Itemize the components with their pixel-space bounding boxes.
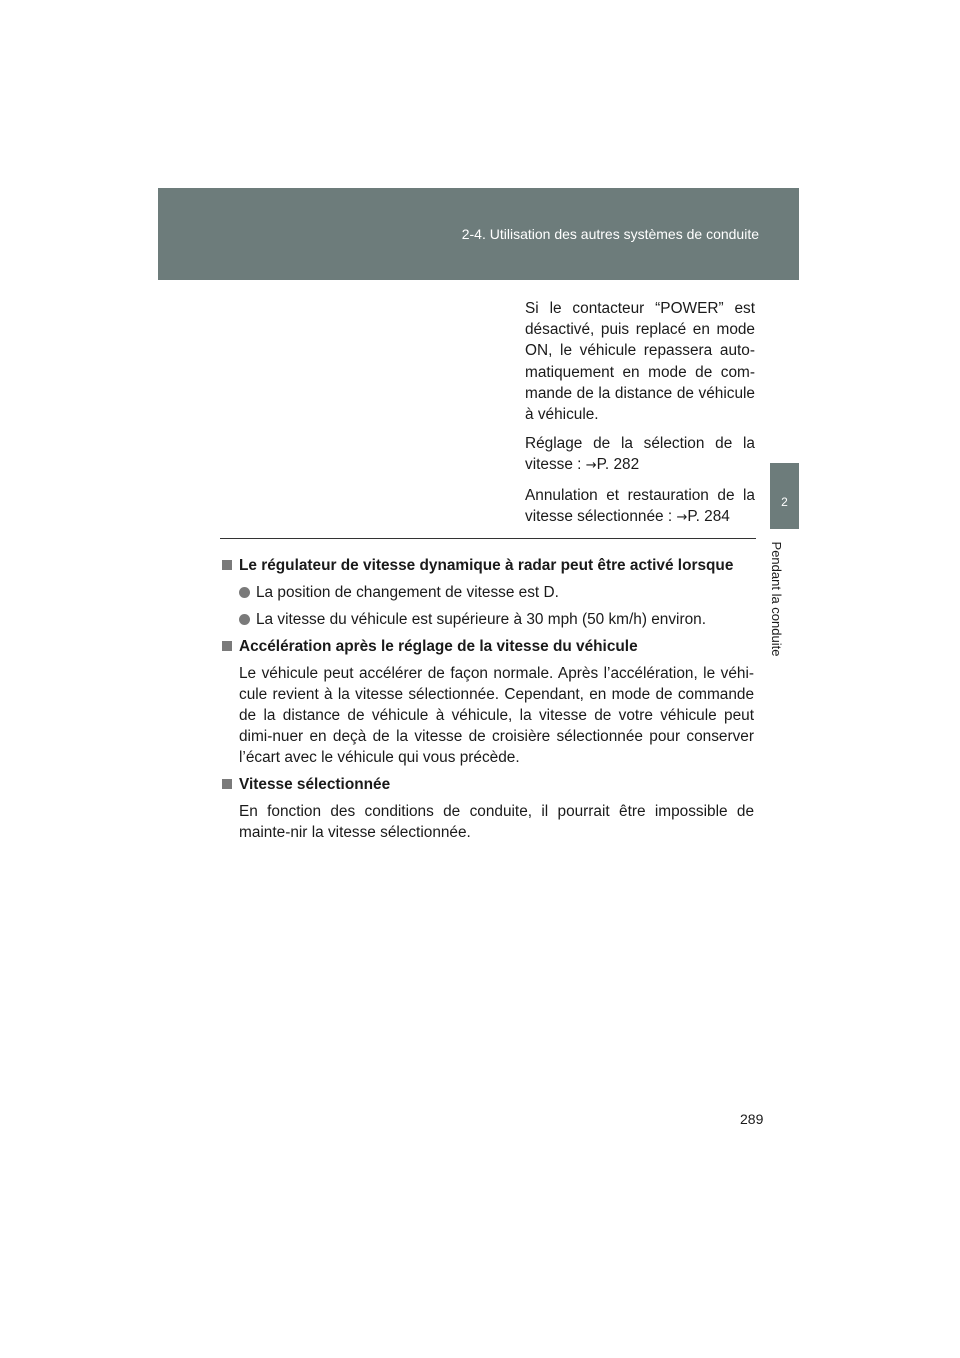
caption-reference-cancel-resume [525,485,755,528]
square-bullet-icon [222,641,232,651]
note-body: Le véhicule peut accélérer de façon normale. Après l’accélération, le véhi-cule revient à la vitesse sélectionnée. Cependant, en mode de commande de la distance de véhicule à véhicule, la vitesse de votre véhicule peut dimi-nuer en deçà de la vitesse de croisière sélectionnée pour conserver l’écart avec le véhicule qui vous précède. [239,665,754,766]
square-bullet-icon [222,779,232,789]
page-reference-link[interactable]: P. 284 [687,507,730,525]
notes-section [222,555,754,849]
list-item [222,609,754,630]
section-title: 2-4. Utilisation des autres systèmes de conduite [461,226,759,242]
section-divider [220,538,756,539]
reference-text: Réglage de la sélection de la vitesse : [525,435,755,474]
page-reference-link[interactable]: P. 282 [596,456,640,474]
caption-paragraph: Si le contacteur “POWER” est désactivé, puis replacé en mode ON, le véhicule repassera auto-matiquement en mode de com-mande de la distance de véhicule à véhicule. [525,300,755,424]
note-body: En fonction des conditions de conduite, il pourrait être impossible de mainte-nir la vitesse sélectionnée. [239,803,754,841]
caption-block [525,298,755,536]
chapter-number: 2 [781,495,788,509]
list-item-text: La vitesse du véhicule est supérieure à 30 mph (50 km/h) environ. [256,611,706,628]
caption-reference-speed-setting [525,433,755,476]
reference-text: Annulation et restauration de la vitesse sélectionnée : [525,486,755,525]
circle-bullet-icon [239,587,250,598]
list-item [222,582,754,603]
list-item-text: La position de changement de vitesse est D. [256,584,559,601]
note-heading-text: Vitesse sélectionnée [239,776,391,793]
chapter-tab [770,463,799,529]
section-header-band [158,188,799,280]
square-bullet-icon [222,560,232,570]
circle-bullet-icon [239,614,250,625]
note-heading [222,636,754,657]
arrow-right-icon: → [676,509,688,525]
note-heading-text: Accélération après le réglage de la vitesse du véhicule [239,638,638,655]
page-number: 289 [740,1111,764,1127]
arrow-right-icon: → [585,458,597,474]
note-heading-text: Le régulateur de vitesse dynamique à radar peut être activé lorsque [239,557,734,574]
note-heading [222,555,754,576]
chapter-label: Pendant la conduite [769,541,784,657]
note-heading [222,774,754,795]
